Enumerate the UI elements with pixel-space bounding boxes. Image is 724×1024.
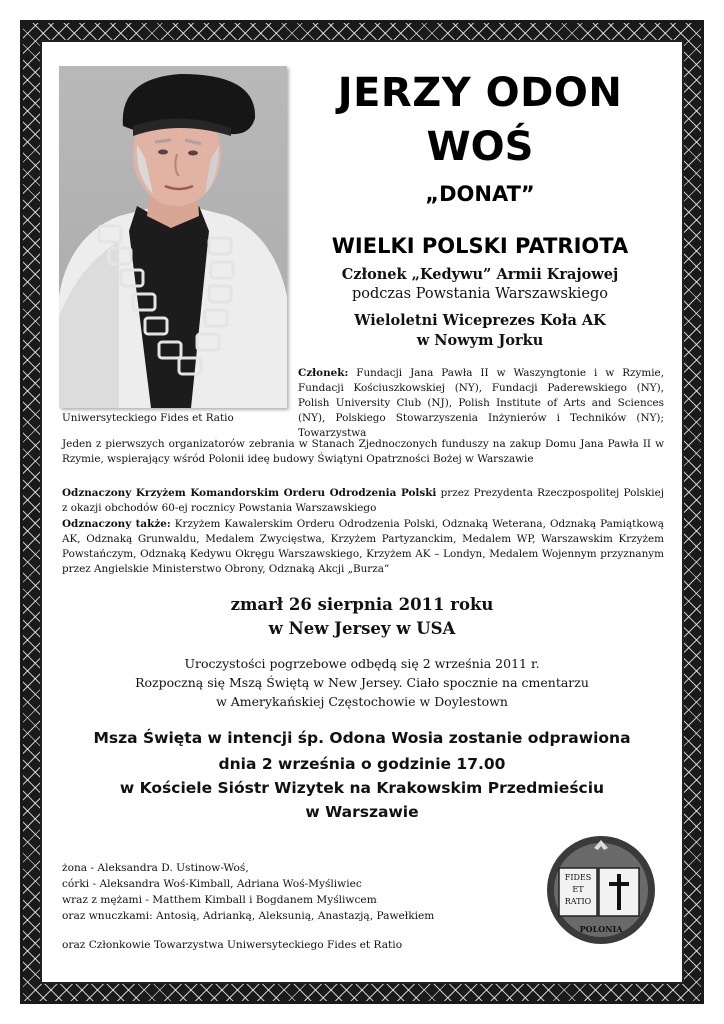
logo-word-ratio: RATIO xyxy=(564,897,592,906)
membership-label: Członek: xyxy=(298,367,349,379)
role-vice-president: Wieloletni Wiceprezes Koła AK xyxy=(354,312,606,329)
decoration-paragraph xyxy=(62,486,664,516)
nickname: „DONAT” xyxy=(425,182,535,206)
mass-line-2: dnia 2 września o godzinie 17.00 xyxy=(218,755,506,773)
portrait-illustration xyxy=(59,66,287,408)
book-cross-icon xyxy=(617,874,621,910)
family-grandchildren: oraz wnuczkami: Antosią, Adrianką, Aleksunią, Anastazją, Pawełkiem xyxy=(62,910,435,922)
mass-line-3: w Kościele Sióstr Wizytek na Krakowskim Przedmieściu xyxy=(119,779,605,797)
portrait-photo xyxy=(59,66,287,408)
decorations-also-paragraph xyxy=(62,517,664,577)
logo-word-et: ET xyxy=(572,885,584,894)
family-wife: żona - Aleksandra D. Ustinow-Woś, xyxy=(62,862,249,874)
mass-line-1: Msza Święta w intencji śp. Odona Wosia zostanie odprawiona xyxy=(93,729,631,747)
fides-et-ratio-logo xyxy=(545,834,657,946)
family-daughters: córki - Aleksandra Woś-Kimball, Adriana Woś-Myśliwiec xyxy=(62,878,362,890)
honorific-title: WIELKI POLSKI PATRIOTA xyxy=(331,234,629,258)
death-place: w New Jersey w USA xyxy=(268,619,456,638)
cross-bar xyxy=(609,882,629,886)
decorations-also-label: Odznaczony także: xyxy=(62,518,171,530)
decorations-also-text: Krzyżem Kawalerskim Orderu Odrodzenia Polski, Odznaką Weterana, Odznaką Pamiątkową AK, Odznaką Grunwaldu, Medalem Zwycięstwa, Krzyżem Partyzanckim, Medalem WP, Warszawskim Krzyżem Powstańczym, Odznaką Kedywu Okręgu Warszawskiego, Krzyżem AK – Londyn, Medalem Wojennym przyznanym przez Angielskie Ministerstwo Obrony, Odznaką Akcji „Burza” xyxy=(62,518,664,575)
family-sons-in-law: wraz z mężami - Matthem Kimball i Bogdanem Myśliwcem xyxy=(62,894,377,906)
family-society: oraz Członkowie Towarzystwa Uniwersyteckiego Fides et Ratio xyxy=(62,939,403,951)
mass-line-4: w Warszawie xyxy=(305,803,419,821)
membership-continuation: Uniwersyteckiego Fides et Ratio xyxy=(62,412,234,424)
funeral-line-2: Rozpoczną się Mszą Świętą w New Jersey. Ciało spocznie na cmentarzu xyxy=(135,675,589,690)
role-location: w Nowym Jorku xyxy=(416,332,544,349)
decoration-label: Odznaczony Krzyżem Komandorskim Orderu Odrodzenia Polski xyxy=(62,487,437,499)
decoration-text: przez Prezydenta Rzeczpospolitej Polskiej z okazji obchodów 60-ej rocznicy Powstania Warszawskiego xyxy=(62,487,665,514)
deceased-name-last: WOŚ xyxy=(426,124,534,170)
membership-paragraph xyxy=(298,366,664,441)
logo-word-fides: FIDES xyxy=(564,873,592,882)
funeral-line-3: w Amerykańskiej Częstochowie w Doylestown xyxy=(216,694,508,709)
role-kedyw: Członek „Kedywu” Armii Krajowej xyxy=(341,266,619,283)
organizer-paragraph: Jeden z pierwszych organizatorów zebrania w Stanach Zjednoczonych funduszy na zakup Domu Jana Pawła II w Rzymie, wspierający wśród Polonii ideę budowy Świątyni Opatrzności Bożej w Warszawie xyxy=(62,438,664,465)
role-uprising: podczas Powstania Warszawskiego xyxy=(351,286,608,302)
deceased-name-first: JERZY ODON xyxy=(337,70,623,116)
logo-word-polonia: POLONIA xyxy=(579,924,623,934)
membership-text: Fundacji Jana Pawła II w Waszyngtonie i w Rzymie, Fundacji Kościuszkowskiej (NY), Fundacji Paderewskiego (NY), Polish University Club (NJ), Polish Institute of Arts and Sciences (NY), Polskiego Stowarzyszenia Inżynierów i Techników (NY); Towarzystwa xyxy=(298,367,664,439)
death-date: zmarł 26 sierpnia 2011 roku xyxy=(230,595,494,614)
funeral-line-1: Uroczystości pogrzebowe odbędą się 2 września 2011 r. xyxy=(184,656,540,671)
